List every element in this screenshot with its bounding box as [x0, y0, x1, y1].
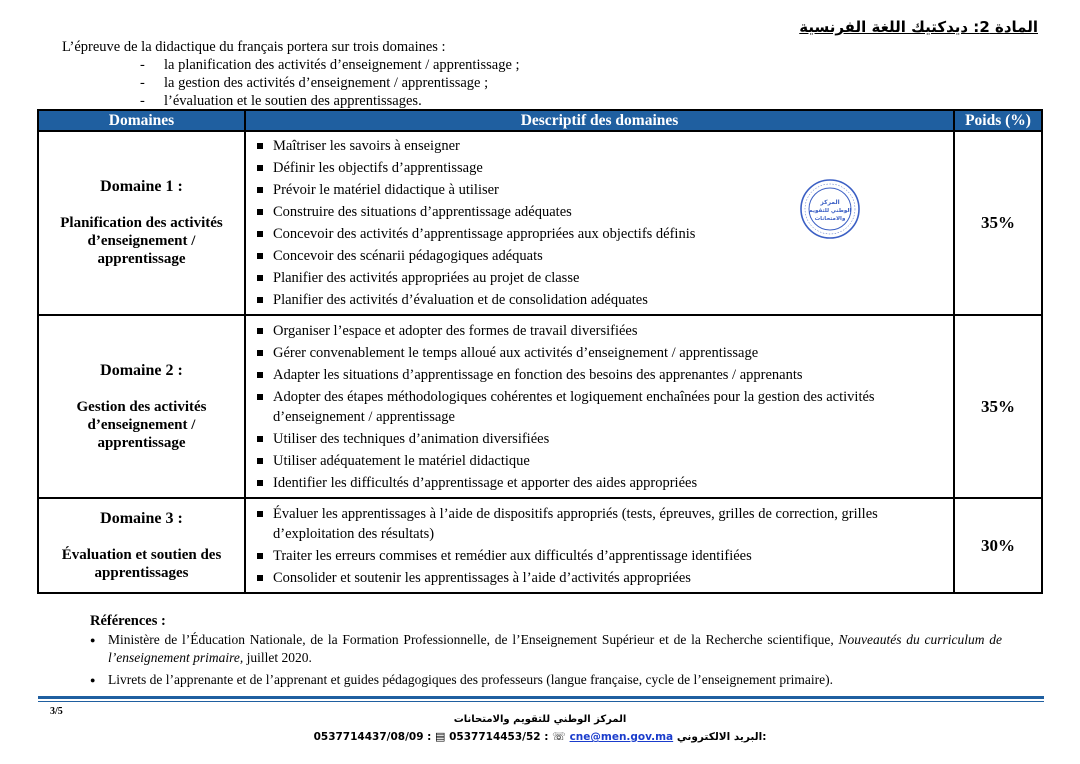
phone-icon: ☏	[552, 730, 566, 743]
intro	[62, 38, 520, 110]
weight-cell: 30%	[954, 498, 1042, 593]
description-item: Consolider et soutenir les apprentissages à l’aide d’activités appropriées	[256, 567, 945, 589]
footer-contact	[0, 730, 1080, 743]
phone-number: 0537714453/52 :	[449, 731, 549, 743]
description-item: Concevoir des scénarii pédagogiques adéquats	[256, 245, 945, 267]
svg-text:الوطني للتقويم: الوطني للتقويم	[808, 208, 852, 214]
description-item: Gérer convenablement le temps alloué aux activités d’enseignement / apprentissage	[256, 342, 945, 364]
weight-cell: 35%	[954, 131, 1042, 315]
email-label: البريد الالكتروني:	[676, 731, 767, 743]
description-item: Prévoir le matériel didactique à utiliser	[256, 179, 945, 201]
reference-text: Ministère de l’Éducation Nationale, de la Formation Professionnelle, de l’Enseignement Supérieur et de la Recherche scientifique,	[108, 632, 839, 647]
reference-title: Nouveautés du curriculum de l’enseignement primaire,	[108, 632, 1002, 665]
references	[90, 612, 1002, 693]
table-row	[38, 498, 1042, 593]
intro-item: - la planification des activités d’enseignement / apprentissage ;	[140, 56, 520, 74]
reference-item	[90, 631, 1002, 667]
description-item: Utiliser des techniques d’animation diversifiées	[256, 428, 945, 450]
domain-number: Domaine 3 :	[100, 509, 183, 527]
description-item: Planifier des activités d’évaluation et de consolidation adéquates	[256, 289, 945, 311]
footer-divider	[38, 701, 1044, 702]
domain-number: Domaine 1 :	[100, 178, 183, 195]
domain-title: Évaluation et soutien des apprentissages	[61, 546, 222, 581]
domains-table	[37, 109, 1043, 594]
svg-text:المركز: المركز	[820, 199, 840, 206]
official-stamp-icon	[799, 178, 861, 240]
header-domaines: Domaines	[38, 110, 245, 131]
footer-divider	[38, 696, 1044, 699]
fax-icon: ▤	[435, 730, 446, 743]
domain-cell	[38, 498, 245, 593]
description-cell	[245, 315, 954, 498]
svg-text:والامتحانات: والامتحانات	[814, 216, 846, 222]
references-title: Références :	[90, 613, 166, 629]
weight-cell: 35%	[954, 315, 1042, 498]
description-item: Traiter les erreurs commises et remédier aux difficultés d’apprentissage identifiées	[256, 545, 945, 567]
reference-text: Livrets de l’apprenante et de l’apprenant et guides pédagogiques des professeurs (langue française, cycle de l’enseignement primaire).	[108, 672, 833, 687]
domain-cell	[38, 131, 245, 315]
intro-item: - l’évaluation et le soutien des apprentissages.	[140, 92, 520, 110]
description-item: Organiser l’espace et adopter des formes de travail diversifiées	[256, 320, 945, 342]
intro-list	[62, 56, 520, 110]
reference-item	[90, 671, 1002, 689]
page-number: 3/5	[50, 706, 63, 717]
description-item: Définir les objectifs d’apprentissage	[256, 157, 945, 179]
domain-cell	[38, 315, 245, 498]
description-item: Adopter des étapes méthodologiques cohérentes et logiquement enchaînées pour la gestion des activités d’enseignement / apprentissage	[256, 386, 945, 428]
description-item: Identifier les difficultés d’apprentissage et apporter des aides appropriées	[256, 472, 945, 494]
description-item: Évaluer les apprentissages à l’aide de dispositifs appropriés (tests, épreuves, grilles de correction, grilles d’exploitation des résultats)	[256, 503, 945, 545]
email-link[interactable]: cne@men.gov.ma	[569, 731, 674, 743]
table-row	[38, 315, 1042, 498]
reference-date: juillet 2020.	[243, 650, 312, 665]
footer-center-name: المركز الوطني للتقويم والامتحانات	[453, 714, 627, 725]
table-header-row	[38, 110, 1042, 131]
description-item: Utiliser adéquatement le matériel didactique	[256, 450, 945, 472]
description-item: Planifier des activités appropriées au projet de classe	[256, 267, 945, 289]
domain-title: Gestion des activités d’enseignement / apprentissage	[76, 398, 207, 451]
header-poids: Poids (%)	[954, 110, 1042, 131]
domain-number: Domaine 2 :	[100, 361, 183, 379]
description-item: Maîtriser les savoirs à enseigner	[256, 135, 945, 157]
subject-title: المادة 2: ديدكتيك اللغة الفرنسية	[799, 18, 1038, 36]
header-descriptif: Descriptif des domaines	[245, 110, 954, 131]
description-cell	[245, 498, 954, 593]
intro-item: - la gestion des activités d’enseignement / apprentissage ;	[140, 74, 520, 92]
domain-title: Planification des activités d’enseignement / apprentissage	[60, 215, 223, 267]
description-item: Concevoir des activités d’apprentissage appropriées aux objectifs définis	[256, 223, 945, 245]
intro-text: L’épreuve de la didactique du français portera sur trois domaines :	[62, 39, 446, 55]
table-row	[38, 131, 1042, 315]
description-item: Construire des situations d’apprentissage adéquates	[256, 201, 945, 223]
description-cell	[245, 131, 954, 315]
description-item: Adapter les situations d’apprentissage en fonction des besoins des apprenantes / apprenants	[256, 364, 945, 386]
fax-number: 0537714437/08/09 :	[313, 731, 432, 743]
